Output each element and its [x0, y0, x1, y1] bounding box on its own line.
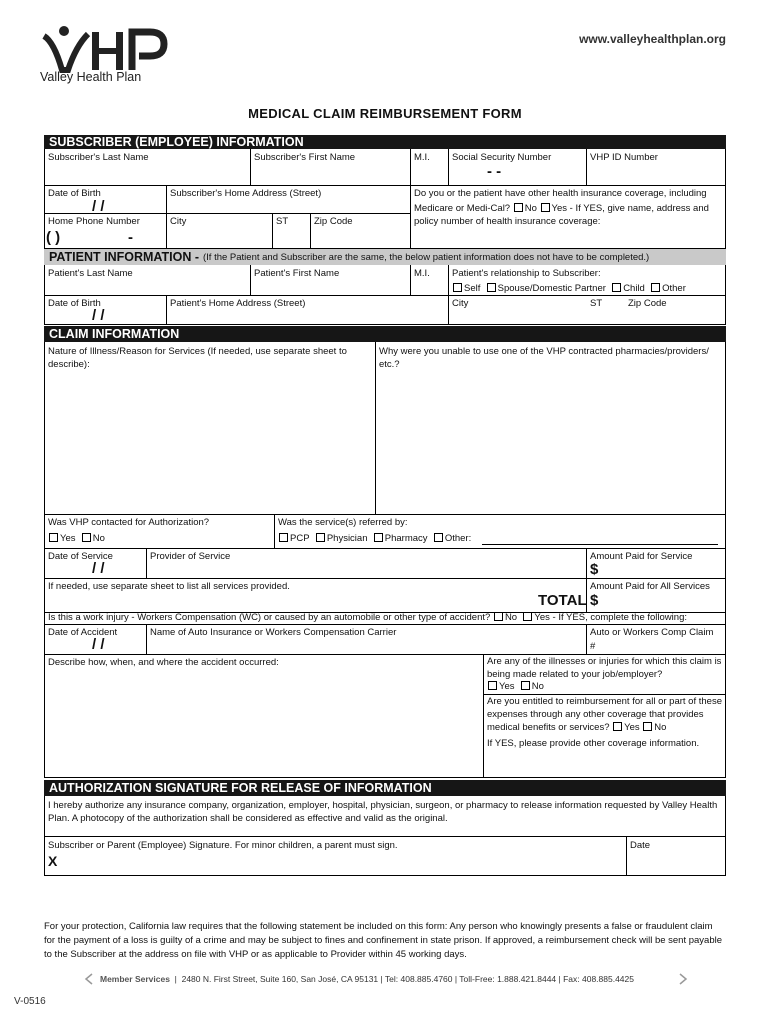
patient-zip-label: Zip Code	[628, 298, 667, 309]
fraud-notice: For your protection, California law requires that the following statement be included on this form: Any person who knowingly presents a false or fraudulent claim for the payment of a loss is guilty of a crime and may be subject to fines and confinement in state prison. If approved, a reimbursement check will be sent payable to the Subscriber at the address on file with VHP or as applicable to Provider within 45 working days.	[44, 921, 723, 960]
signature-label: Subscriber or Parent (Employee) Signature. For minor children, a parent must sign.	[48, 840, 398, 851]
entitled-yes-checkbox[interactable]	[613, 722, 622, 731]
referred-by-options: PCP Physician Pharmacy Other:	[278, 533, 471, 544]
describe-accident-label: Describe how, when, and where the accident occurred:	[48, 657, 279, 668]
date-of-service-label: Date of Service	[48, 551, 113, 562]
relationship-options: Self Spouse/Domestic Partner Child Other	[452, 283, 686, 294]
amount-all-label: Amount Paid for All Services	[590, 581, 710, 592]
referred-by-label: Was the service(s) referred by:	[278, 517, 408, 528]
work-injury-yes-checkbox[interactable]	[523, 612, 532, 621]
phone-parens: ( )	[46, 229, 61, 246]
auto-insurance-label: Name of Auto Insurance or Workers Compensation Carrier	[150, 627, 397, 638]
work-injury-question: Is this a work injury - Workers Compensation (WC) or caused by an automobile or other type of accident? No Yes - If YES, complete the following:	[48, 612, 687, 623]
subscriber-mi-label: M.I.	[414, 152, 430, 163]
patient-heading: PATIENT INFORMATION - (If the Patient and Subscriber are the same, the below patient information does not have to be completed.)	[44, 249, 726, 265]
medicare-question: Medicare or Medi-Cal? No Yes - If YES, give name, address and	[414, 203, 709, 214]
home-phone-label: Home Phone Number	[48, 216, 140, 227]
other-coverage-question: Do you or the patient have other health insurance coverage, including	[414, 188, 707, 199]
phone-dash: -	[128, 229, 133, 246]
date-label: Date	[630, 840, 651, 851]
patient-mi-label: M.I.	[414, 268, 430, 279]
authorization-yes-checkbox[interactable]	[49, 533, 58, 542]
pharmacy-checkbox[interactable]	[374, 533, 383, 542]
total-label: TOTAL	[538, 592, 587, 609]
pcp-checkbox[interactable]	[279, 533, 288, 542]
other-referral-checkbox[interactable]	[434, 533, 443, 542]
separate-sheet-note: If needed, use separate sheet to list all services provided.	[48, 581, 290, 592]
physician-checkbox[interactable]	[316, 533, 325, 542]
other-referral-line[interactable]	[482, 544, 718, 545]
signature-x[interactable]: X	[48, 853, 58, 869]
subscriber-address-label: Subscriber's Home Address (Street)	[170, 188, 322, 199]
subscriber-zip-label: Zip Code	[314, 216, 353, 227]
chevron-right-icon	[678, 973, 688, 985]
patient-last-name-label: Patient's Last Name	[48, 268, 133, 279]
auto-claim-label: Auto or Workers Comp Claim	[590, 627, 714, 638]
subscriber-box	[44, 149, 726, 249]
medicare-no-checkbox[interactable]	[514, 203, 523, 212]
patient-dob-slashes: / /	[92, 307, 105, 324]
work-injury-no-checkbox[interactable]	[494, 612, 503, 621]
child-checkbox[interactable]	[612, 283, 621, 292]
vhp-contacted-options: Yes No	[48, 533, 105, 544]
patient-first-name-label: Patient's First Name	[254, 268, 340, 279]
entitled-no-checkbox[interactable]	[643, 722, 652, 731]
self-checkbox[interactable]	[453, 283, 462, 292]
medicare-yes-checkbox[interactable]	[541, 203, 550, 212]
subscriber-dob-slashes: / /	[92, 198, 105, 215]
date-of-service-slashes: / /	[92, 560, 105, 577]
form-title: MEDICAL CLAIM REIMBURSEMENT FORM	[248, 106, 522, 121]
auto-claim-hash: #	[590, 641, 596, 652]
job-related-no-checkbox[interactable]	[521, 681, 530, 690]
claim-heading: CLAIM INFORMATION	[44, 326, 726, 342]
member-services-bar: Member Services | 2480 N. First Street, Suite 160, San José, CA 95131 | Tel: 408.885.4760 | Toll-Free: 1.888.421.8444 | Fax: 408.885.4425	[100, 974, 634, 984]
authorization-no-checkbox[interactable]	[82, 533, 91, 542]
chevron-left-icon	[84, 973, 94, 985]
subscriber-dob-label: Date of Birth	[48, 188, 101, 199]
policy-number-label: policy number of health insurance coverage:	[414, 216, 601, 227]
amount-paid-dollar: $	[590, 561, 599, 578]
nature-of-illness-label: Nature of Illness/Reason for Services (If needed, use separate sheet to describe):	[48, 346, 347, 370]
job-related-yes-checkbox[interactable]	[488, 681, 497, 690]
if-yes-other-coverage: If YES, please provide other coverage information.	[487, 738, 700, 749]
subscriber-last-name-label: Subscriber's Last Name	[48, 152, 149, 163]
date-of-accident-label: Date of Accident	[48, 627, 118, 638]
subscriber-heading: SUBSCRIBER (EMPLOYEE) INFORMATION	[44, 135, 726, 149]
patient-address-label: Patient's Home Address (Street)	[170, 298, 306, 309]
patient-dob-label: Date of Birth	[48, 298, 101, 309]
relationship-label: Patient's relationship to Subscriber:	[452, 268, 601, 279]
subscriber-st-label: ST	[276, 216, 289, 227]
provider-label: Provider of Service	[150, 551, 231, 562]
spouse-checkbox[interactable]	[487, 283, 496, 292]
other-checkbox[interactable]	[651, 283, 660, 292]
amount-paid-label: Amount Paid for Service	[590, 551, 693, 562]
job-related-options: Yes No	[487, 681, 544, 692]
form-version: V-0516	[14, 996, 46, 1007]
date-of-accident-slashes: / /	[92, 636, 105, 653]
ssn-label: Social Security Number	[452, 152, 552, 163]
job-related-question: Are any of the illnesses or injuries for which this claim is being made related to your job/employer?	[487, 656, 722, 680]
authorization-heading: AUTHORIZATION SIGNATURE FOR RELEASE OF INFORMATION	[44, 780, 726, 796]
ssn-dashes: - -	[487, 163, 502, 180]
why-unable-label: Why were you unable to use one of the VHP contracted pharmacies/providers/ etc.?	[379, 346, 709, 370]
website-link[interactable]: www.valleyhealthplan.org	[579, 32, 726, 46]
vhp-id-label: VHP ID Number	[590, 152, 658, 163]
subscriber-first-name-label: Subscriber's First Name	[254, 152, 356, 163]
total-dollar: $	[590, 592, 599, 609]
vhp-contacted-label: Was VHP contacted for Authorization?	[48, 517, 210, 528]
logo-text: Valley Health Plan	[40, 70, 142, 84]
subscriber-city-label: City	[170, 216, 187, 227]
authorization-text: I hereby authorize any insurance company, organization, employer, hospital, physician, surgeon, or pharmacy to release information requested by Valley Health Plan. A photocopy of the authorization shall be considered as effective and valid as the original.	[48, 800, 718, 824]
patient-st-label: ST	[590, 298, 603, 309]
entitled-question: Are you entitled to reimbursement for all or part of these expenses through any other coverage that provides medical benefits or services? Yes No	[487, 696, 722, 733]
patient-city-label: City	[452, 298, 469, 309]
